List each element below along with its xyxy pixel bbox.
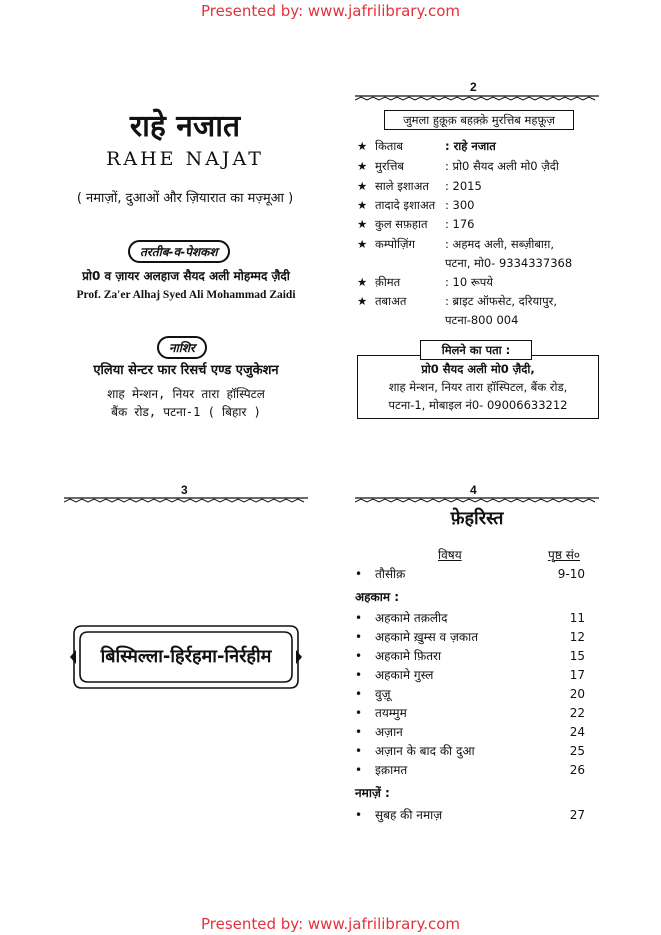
info-row: ★ कुल सफ़हात : 176: [357, 217, 475, 231]
contents-entry: • अहकामे फ़ितरा 15: [355, 649, 585, 663]
availability-name: प्रो0 सैयद अली मो0 ज़ैदी,: [421, 362, 535, 376]
book-title: राहे नजात: [129, 109, 241, 144]
contents-entry: • इक़ामत 26: [355, 763, 585, 777]
contents-entry: • तयम्मुम 22: [355, 706, 585, 720]
author-name-english: Prof. Za'er Alhaj Syed Ali Mohammad Zaidi: [76, 289, 296, 301]
info-row: ★ साले इशाअत : 2015: [357, 179, 482, 193]
info-row-continuation: पटना-800 004: [445, 313, 519, 327]
compiled-by-label: तरतीब-व-पेशकश: [128, 240, 230, 263]
top-banner: Presented by: www.jafrilibrary.com: [200, 2, 461, 20]
info-row: ★ कम्पोज़िंग : अहमद अली, सब्ज़ीबाग़,: [357, 237, 555, 251]
publisher-address-line2: बैंक रोड, पटना-1 ( बिहार ): [111, 405, 261, 419]
info-row: ★ किताब : राहे नजात: [357, 139, 496, 153]
bismillah-text: बिस्मिल्ला-हिर्रहमा-निर्रहीम: [100, 646, 272, 667]
info-row: ★ तादादे इशाअत : 300: [357, 198, 475, 212]
publisher-name: एलिया सेन्टर फार रिसर्च एण्ड एजुकेशन: [93, 363, 279, 378]
publisher-label: नाशिर: [157, 336, 207, 359]
info-row: ★ क़ीमत : 10 रूपये: [357, 275, 493, 289]
contents-entry: • तौसीक़ 9-10: [355, 567, 585, 581]
availability-address-line1: शाह मेन्शन, नियर तारा हॉस्पिटल, बैंक रोड,: [388, 380, 568, 394]
contents-section-heading: अहकाम :: [355, 590, 400, 604]
contents-entry: • अहकामे गुस्ल 17: [355, 668, 585, 682]
contents-column-subject: विषय: [438, 548, 462, 562]
availability-label: मिलने का पता :: [420, 340, 532, 360]
contents-title: फ़ेहरिस्त: [450, 508, 504, 529]
page-number-4: 4: [470, 483, 477, 497]
publisher-address-line1: शाह मेन्शन, नियर तारा हॉस्पिटल: [107, 387, 265, 401]
contents-entry: • वुज़ू 20: [355, 687, 585, 701]
page-number-2: 2: [470, 80, 477, 94]
decorative-rule: [355, 94, 599, 102]
contents-entry: • अहकामे तक़लीद 11: [355, 611, 585, 625]
contents-entry: • अज़ान के बाद की दुआ 25: [355, 744, 585, 758]
contents-entry: • अहकामे ख़ुम्स व ज़कात 12: [355, 630, 585, 644]
contents-column-page: पृष्ठ सं०: [548, 548, 581, 562]
copyright-header: जुमला हुक़ूक़ बहक़्क़े मुरत्तिब महफ़ूज़: [384, 110, 574, 130]
info-row: ★ मुरत्तिब : प्रो0 सैयद अली मो0 ज़ैदी: [357, 159, 559, 173]
bottom-banner: Presented by: www.jafrilibrary.com: [200, 915, 461, 933]
book-title-latin: RAHE NAJAT: [106, 148, 264, 170]
decorative-rule: [355, 496, 599, 504]
contents-entry: • अज़ान 24: [355, 725, 585, 739]
info-row-continuation: पटना, मो0- 9334337368: [445, 256, 573, 270]
decorative-rule: [64, 496, 308, 504]
page-number-3: 3: [181, 483, 188, 497]
availability-address-line2: पटना-1, मोबाइल नं0- 09006633212: [388, 398, 568, 412]
book-subtitle: ( नमाज़ों, दुआओं और ज़ियारात का मज़्मूआ ): [76, 191, 294, 206]
author-name-hindi: प्रो0 व ज़ायर अलहाज सैयद अली मोहम्मद ज़ैदी: [82, 269, 290, 283]
info-row: ★ तबाअत : ब्राइट ऑफसेट, दरियापुर,: [357, 294, 558, 308]
contents-entry: • सुबह की नमाज़ 27: [355, 808, 585, 822]
contents-section-heading: नमाज़ें :: [355, 786, 390, 800]
